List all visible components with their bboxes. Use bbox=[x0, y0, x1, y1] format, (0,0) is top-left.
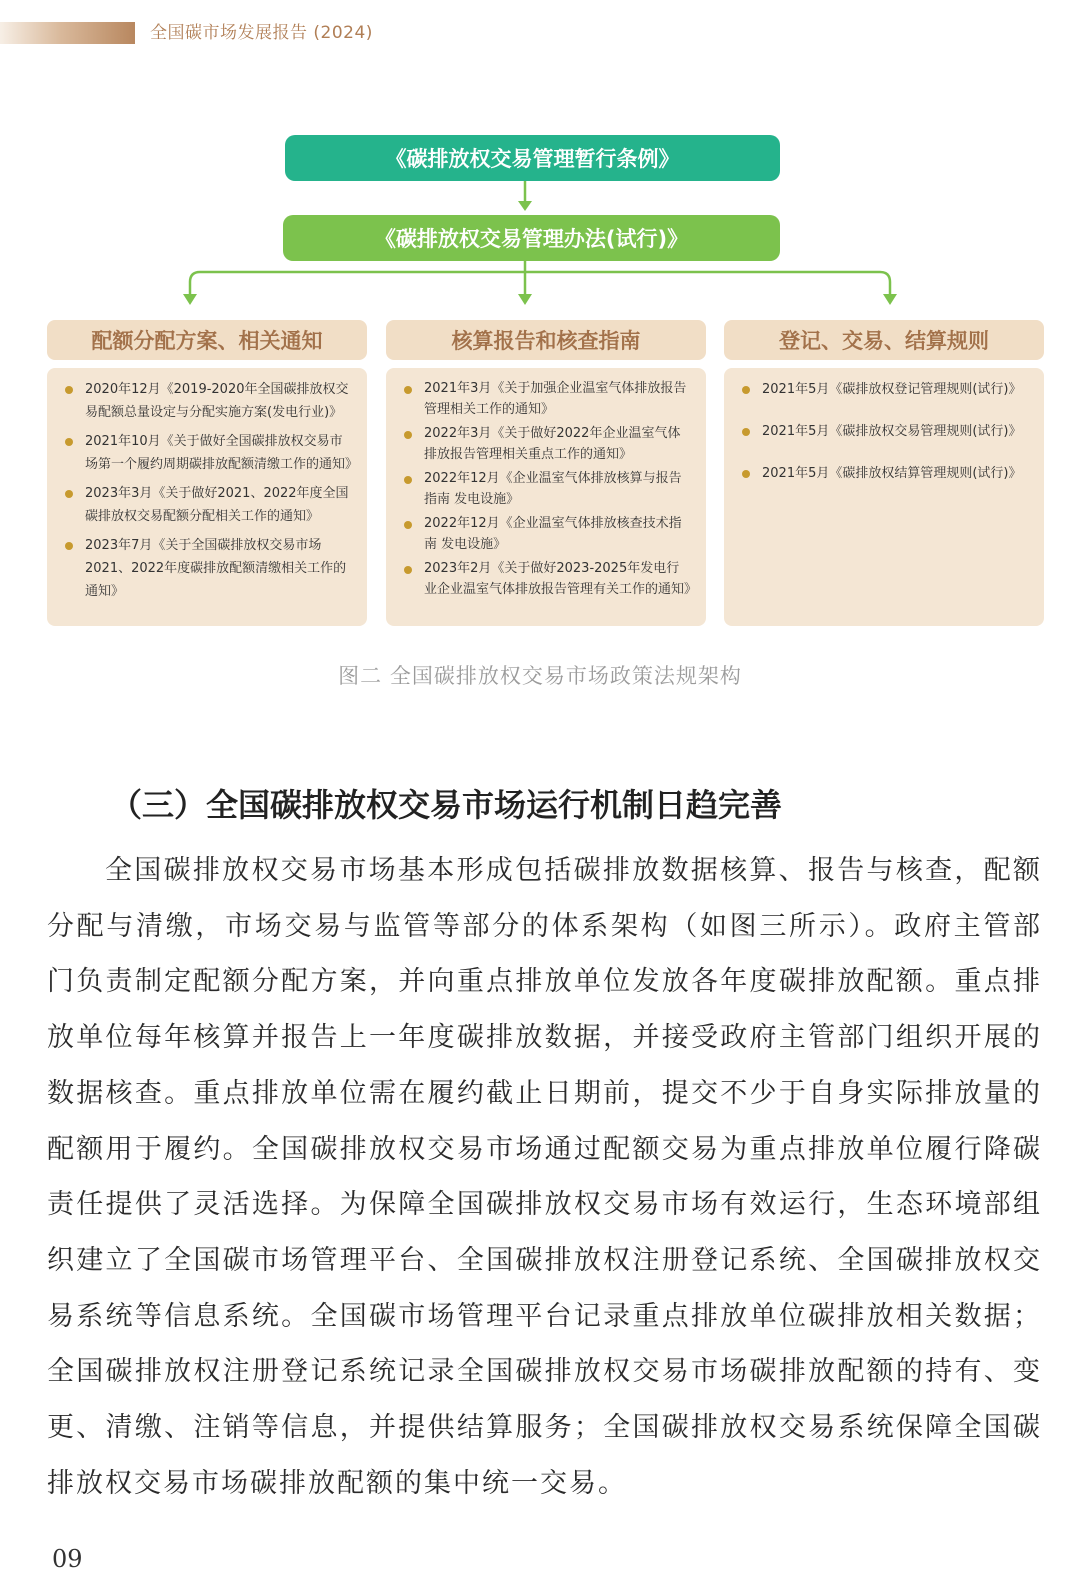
page-number: 09 bbox=[52, 1545, 83, 1573]
list-item: 2023年7月《关于全国碳排放权交易市场2021、2022年度碳排放配额清缴相关工作的通知》 bbox=[65, 534, 353, 603]
list-item: 2021年5月《碳排放权结算管理规则(试行)》 bbox=[742, 462, 1030, 485]
column-header-accounting: 核算报告和核查指南 bbox=[386, 320, 706, 360]
list-item: 2023年3月《关于做好2021、2022年度全国碳排放权交易配额分配相关工作的通知》 bbox=[65, 482, 353, 528]
measures-box: 《碳排放权交易管理办法(试行)》 bbox=[283, 215, 780, 261]
column-header-rules: 登记、交易、结算规则 bbox=[724, 320, 1044, 360]
list-item: 2022年3月《关于做好2022年企业温室气体排放报告管理相关重点工作的通知》 bbox=[404, 423, 692, 465]
list-item: 2021年10月《关于做好全国碳排放权交易市场第一个履约周期碳排放配额清缴工作的通知》 bbox=[65, 430, 353, 476]
list-item: 2020年12月《2019-2020年全国碳排放权交易配额总量设定与分配实施方案(发电行业)》 bbox=[65, 378, 353, 424]
report-title: 全国碳市场发展报告 (2024) bbox=[150, 23, 373, 43]
body-paragraph: 全国碳排放权交易市场基本形成包括碳排放数据核算、报告与核查，配额分配与清缴，市场交易与监管等部分的体系架构（如图三所示）。政府主管部门负责制定配额分配方案，并向重点排放单位发放各年度碳排放配额。重点排放单位每年核算并报告上一年度碳排放数据，并接受政府主管部门组织开展的数据核查。重点排放单位需在履约截止日期前，提交不少于自身实际排放量的配额用于履约。全国碳排放权交易市场通过配额交易为重点排放单位履行降碳责任提供了灵活选择。为保障全国碳排放权交易市场有效运行，生态环境部组织建立了全国碳市场管理平台、全国碳排放权注册登记系统、全国碳排放权交易系统等信息系统。全国碳市场管理平台记录重点排放单位碳排放相关数据；全国碳排放权注册登记系统记录全国碳排放权交易市场碳排放配额的持有、变更、清缴、注销等信息，并提供结算服务；全国碳排放权交易系统保障全国碳排放权交易市场碳排放配额的集中统一交易。 bbox=[47, 855, 1042, 1499]
list-item: 2021年5月《碳排放权交易管理规则(试行)》 bbox=[742, 420, 1030, 443]
figure-caption: 图二 全国碳排放权交易市场政策法规架构 bbox=[338, 664, 742, 688]
column-header-allocation: 配额分配方案、相关通知 bbox=[47, 320, 367, 360]
list-item: 2021年5月《碳排放权登记管理规则(试行)》 bbox=[742, 378, 1030, 401]
column-body-rules bbox=[724, 368, 1044, 626]
list-item: 2023年2月《关于做好2023-2025年发电行业企业温室气体排放报告管理有关工作的通知》 bbox=[404, 558, 692, 600]
list-item: 2021年3月《关于加强企业温室气体排放报告管理相关工作的通知》 bbox=[404, 378, 692, 420]
list-item: 2022年12月《企业温室气体排放核算与报告指南 发电设施》 bbox=[404, 468, 692, 510]
header-accent-bar bbox=[0, 22, 135, 44]
list-item: 2022年12月《企业温室气体排放核查技术指南 发电设施》 bbox=[404, 513, 692, 555]
column-body-accounting bbox=[386, 368, 706, 626]
regulation-box: 《碳排放权交易管理暂行条例》 bbox=[285, 135, 780, 181]
column-body-allocation bbox=[47, 368, 367, 626]
section-heading: （三）全国碳排放权交易市场运行机制日趋完善 bbox=[110, 786, 783, 824]
